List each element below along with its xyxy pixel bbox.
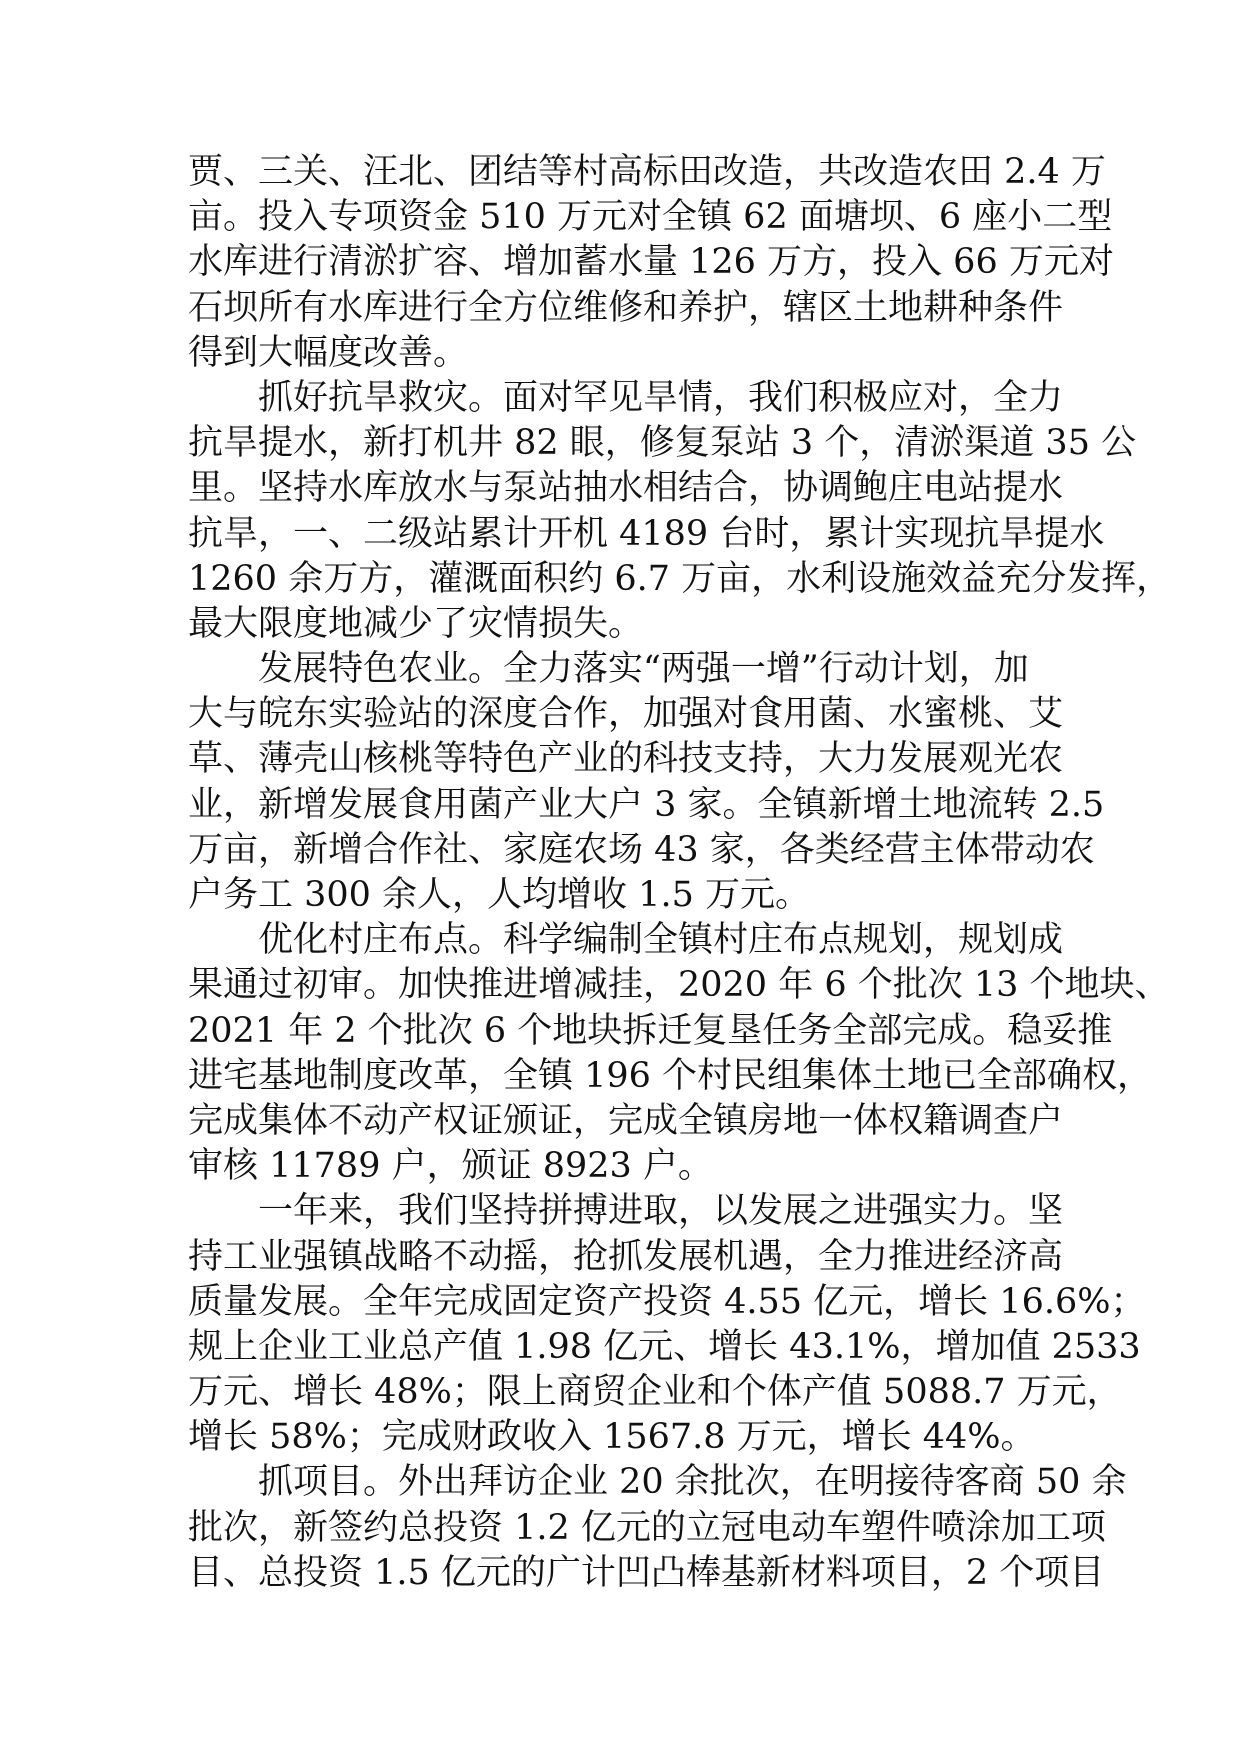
- text-line: 最大限度地减少了灾情损失。: [188, 603, 644, 644]
- text-line: 石坝所有水库进行全方位维修和养护，辖区土地耕种条件: [188, 287, 1064, 328]
- text-line: 质量发展。全年完成固定资产投资 4.55 亿元，增长 16.6%；: [188, 1281, 1146, 1322]
- text-line: 完成集体不动产权证颁证，完成全镇房地一体权籍调查户: [188, 1100, 1064, 1141]
- paragraph: [188, 1460, 1127, 1596]
- text-line: 审核 11789 户，颁证 8923 户。: [188, 1146, 713, 1187]
- text-line: 批次，新签约总投资 1.2 亿元的立冠电动车塑件喷涂加工项: [188, 1507, 1106, 1548]
- text-line: 抗旱，一、二级站累计开机 4189 台时，累计实现抗旱提水: [188, 513, 1105, 554]
- paragraph: [188, 150, 1114, 376]
- text-line: 里。坚持水库放水与泵站抽水相结合，协调鲍庄电站提水: [188, 468, 1064, 509]
- text-line: 抓好抗旱救灾。面对罕见旱情，我们积极应对，全力: [258, 377, 1064, 418]
- text-line: 水库进行清淤扩容、增加蓄水量 126 万方，投入 66 万元对: [188, 242, 1114, 283]
- paragraph: [188, 1189, 1146, 1460]
- text-line: 万元、增长 48%；限上商贸企业和个体产值 5088.7 万元，: [188, 1372, 1122, 1413]
- text-line: 增长 58%；完成财政收入 1567.8 万元，增长 44%。: [188, 1417, 1036, 1458]
- text-line: 抓项目。外出拜访企业 20 余批次，在明接待客商 50 余: [258, 1462, 1127, 1503]
- text-line: 规上企业工业总产值 1.98 亿元、增长 43.1%，增加值 2533: [188, 1326, 1141, 1367]
- paragraph: [188, 918, 1170, 1189]
- text-line: 大与皖东实验站的深度合作，加强对食用菌、水蜜桃、艾: [188, 694, 1064, 735]
- text-line: 进宅基地制度改革，全镇 196 个村民组集体土地已全部确权，: [188, 1055, 1153, 1096]
- document-body: [188, 150, 1172, 1596]
- text-line: 得到大幅度改善。: [188, 332, 469, 373]
- paragraph: [188, 647, 1105, 918]
- text-line: 万亩，新增合作社、家庭农场 43 家，各类经营主体带动农: [188, 829, 1095, 870]
- text-line: 发展特色农业。全力落实“两强一增”行动计划，加: [258, 649, 1029, 690]
- text-line: 目、总投资 1.5 亿元的广计凹凸棒基新材料项目，2 个项目: [188, 1552, 1105, 1593]
- paragraph: [188, 376, 1172, 647]
- text-line: 抗旱提水，新打机井 82 眼，修复泵站 3 个，清淤渠道 35 公: [188, 423, 1137, 464]
- text-line: 果通过初审。加快推进增减挂，2020 年 6 个批次 13 个地块、: [188, 965, 1170, 1006]
- text-line: 草、薄壳山核桃等特色产业的科技支持，大力发展观光农: [188, 739, 1064, 780]
- text-line: 一年来，我们坚持拼搏进取，以发展之进强实力。坚: [258, 1191, 1064, 1232]
- text-line: 持工业强镇战略不动摇，抢抓发展机遇，全力推进经济高: [188, 1236, 1064, 1277]
- text-line: 亩。投入专项资金 510 万元对全镇 62 面塘坝、6 座小二型: [188, 197, 1113, 238]
- text-line: 户务工 300 余人，人均增收 1.5 万元。: [188, 875, 810, 915]
- text-line: 贾、三关、汪北、团结等村高标田改造，共改造农田 2.4 万: [188, 152, 1106, 192]
- text-line: 1260 余万方，灌溉面积约 6.7 万亩，水利设施效益充分发挥，: [188, 558, 1172, 599]
- text-line: 2021 年 2 个批次 6 个地块拆迁复垦任务全部完成。稳妥推: [188, 1010, 1113, 1051]
- text-line: 优化村庄布点。科学编制全镇村庄布点规划，规划成: [258, 920, 1064, 961]
- text-line: 业，新增发展食用菌产业大户 3 家。全镇新增土地流转 2.5: [188, 784, 1105, 825]
